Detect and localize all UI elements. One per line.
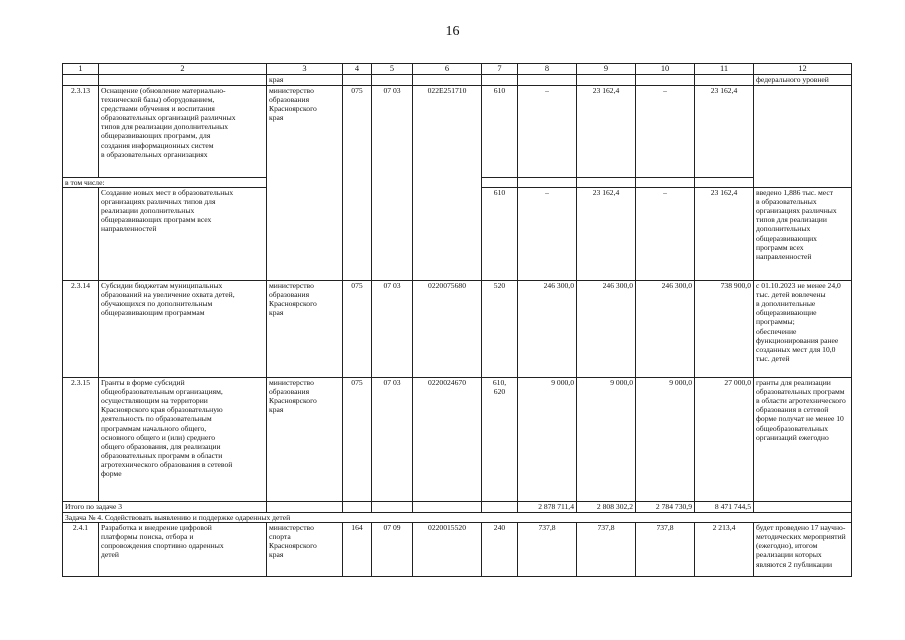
cell-year3: 246 300,0 <box>636 281 695 378</box>
cell-expense-type: 610, 620 <box>482 378 518 502</box>
table-cell <box>482 75 518 86</box>
cell-target-code: 0220075680 <box>413 281 482 378</box>
table-cell <box>343 75 372 86</box>
program-table-wrapper <box>62 63 852 577</box>
table-cell <box>99 75 267 86</box>
cell-year3: – <box>636 86 695 178</box>
cell-grbs: 075 <box>343 378 372 502</box>
cell-target-code: 0220024670 <box>413 378 482 502</box>
total-label: Итого по задаче 3 <box>63 502 267 513</box>
cell-year1: 9 000,0 <box>518 378 577 502</box>
col-header: 2 <box>99 64 267 75</box>
including-label: в том числе: <box>63 178 267 188</box>
responsible-org: министерство образования Красноярского края <box>267 281 343 378</box>
col-header: 3 <box>267 64 343 75</box>
table-row-2-3-14 <box>63 281 852 378</box>
col-header: 9 <box>577 64 636 75</box>
table-cell <box>754 178 852 188</box>
cell-grbs: 164 <box>343 523 372 577</box>
cell-section: 07 03 <box>372 378 413 502</box>
column-number-header-row <box>63 64 852 75</box>
item-name: Создание новых мест в образовательных организациях различных типов для реализации дополнительных общеразвивающих программ всех направленностей <box>99 188 267 281</box>
item-number: 2.3.14 <box>63 281 99 378</box>
table-cell <box>482 502 518 513</box>
cell-total: 738 900,0 <box>695 281 754 378</box>
table-row-sub <box>63 188 852 281</box>
col-header: 5 <box>372 64 413 75</box>
cell-year3: 737,8 <box>636 523 695 577</box>
cell-section: 07 03 <box>372 281 413 378</box>
cell-expense-type: 610 <box>482 188 518 281</box>
table-cell <box>577 75 636 86</box>
cell-section: 07 03 <box>372 86 413 178</box>
table-cell <box>372 178 413 188</box>
cell-year2: 737,8 <box>577 523 636 577</box>
total-year2: 2 808 302,2 <box>577 502 636 513</box>
task-heading: Задача № 4. Содействовать выявлению и поддержке одаренных детей <box>63 513 852 523</box>
item-name: Субсидии бюджетам муниципальных образований на увеличение охвата детей, обучающихся по дополнительным общеразвивающим программам <box>99 281 267 378</box>
table-cell <box>636 75 695 86</box>
table-cell <box>695 75 754 86</box>
page-number: 16 <box>445 24 460 39</box>
responsible-org: министерство образования Красноярского края <box>267 86 343 178</box>
table-row-2-4-1 <box>63 523 852 577</box>
table-cell: федерального уровней <box>754 75 852 86</box>
including-row <box>63 178 852 188</box>
cell-target-code: 0220015520 <box>413 523 482 577</box>
col-header: 8 <box>518 64 577 75</box>
cell-year1: 737,8 <box>518 523 577 577</box>
table-cell: края <box>267 75 343 86</box>
table-cell <box>372 75 413 86</box>
table-cell <box>636 178 695 188</box>
table-cell <box>413 188 482 281</box>
item-name: Оснащение (обновление материально- технической базы) оборудованием, средствами обучения и воспитания образовательных организаций различных типов для реализации дополнительных общеразвивающих программ, для создания информационных систем в образовательных организациях <box>99 86 267 178</box>
table-cell <box>267 188 343 281</box>
total-sum: 8 471 744,5 <box>695 502 754 513</box>
table-cell <box>518 75 577 86</box>
cell-year2: 246 300,0 <box>577 281 636 378</box>
col-header: 7 <box>482 64 518 75</box>
cell-grbs: 075 <box>343 281 372 378</box>
cell-year2: 9 000,0 <box>577 378 636 502</box>
cell-expense-type: 240 <box>482 523 518 577</box>
cell-result: с 01.10.2023 не менее 24,0 тыс. детей вовлечены в дополнительные общеразвивающие программы; обеспечение функционирования ранее созданных мест для 10,0 тыс. детей <box>754 281 852 378</box>
table-cell <box>63 75 99 86</box>
continuation-row <box>63 75 852 86</box>
cell-section: 07 09 <box>372 523 413 577</box>
cell-result: гранты для реализации образовательных программ в области агротехнического образования в сетевой форме получат не менее 10 общеобразовательных организаций ежегодно <box>754 378 852 502</box>
total-year1: 2 878 711,4 <box>518 502 577 513</box>
table-cell <box>372 502 413 513</box>
item-number: 2.3.13 <box>63 86 99 178</box>
cell-result: введено 1,886 тыс. мест в образовательных организациях различных типов для реализации дополнительных общеразвивающих программ всех направленностей <box>754 188 852 281</box>
table-cell <box>267 502 343 513</box>
table-cell <box>754 502 852 513</box>
cell-result: будет проведено 17 научно- методических мероприятий (ежегодно), итогом реализации которых являются 2 публикации <box>754 523 852 577</box>
total-year3: 2 784 730,9 <box>636 502 695 513</box>
item-number: 2.3.15 <box>63 378 99 502</box>
col-header: 6 <box>413 64 482 75</box>
item-name: Гранты в форме субсидий общеобразовательным организациям, осуществляющим на территории Красноярского края образовательную деятельность по образовательным программам начального общего, основного общего и (или) среднего общего образования, для реализации образовательных программ в области агротехнического образования в сетевой форме <box>99 378 267 502</box>
cell-year3: 9 000,0 <box>636 378 695 502</box>
item-name: Разработка и внедрение цифровой платформы поиска, отбора и сопровождения спортивно одаренных детей <box>99 523 267 577</box>
cell-target-code: 022E251710 <box>413 86 482 178</box>
cell-year3: – <box>636 188 695 281</box>
table-cell <box>413 75 482 86</box>
table-cell <box>577 178 636 188</box>
col-header: 10 <box>636 64 695 75</box>
responsible-org: министерство спорта Красноярского края <box>267 523 343 577</box>
responsible-org: министерство образования Красноярского края <box>267 378 343 502</box>
table-row-2-3-15 <box>63 378 852 502</box>
cell-year2: 23 162,4 <box>577 188 636 281</box>
cell-grbs: 075 <box>343 86 372 178</box>
table-cell <box>413 178 482 188</box>
table-cell <box>267 178 343 188</box>
cell-year1: – <box>518 86 577 178</box>
table-cell <box>695 178 754 188</box>
table-cell <box>343 502 372 513</box>
table-cell <box>482 178 518 188</box>
cell-expense-type: 520 <box>482 281 518 378</box>
cell-year1: – <box>518 188 577 281</box>
col-header: 1 <box>63 64 99 75</box>
cell-total: 27 000,0 <box>695 378 754 502</box>
table-cell <box>343 188 372 281</box>
table-cell <box>413 502 482 513</box>
table-cell <box>372 188 413 281</box>
col-header: 11 <box>695 64 754 75</box>
table-cell <box>343 178 372 188</box>
cell-total: 23 162,4 <box>695 188 754 281</box>
cell-total: 2 213,4 <box>695 523 754 577</box>
total-row-task-3 <box>63 502 852 513</box>
item-number: 2.4.1 <box>63 523 99 577</box>
table-cell <box>63 188 99 281</box>
col-header: 4 <box>343 64 372 75</box>
cell-year1: 246 300,0 <box>518 281 577 378</box>
task-4-heading-row <box>63 513 852 523</box>
col-header: 12 <box>754 64 852 75</box>
cell-total: 23 162,4 <box>695 86 754 178</box>
cell-expense-type: 610 <box>482 86 518 178</box>
cell-year2: 23 162,4 <box>577 86 636 178</box>
table-cell <box>518 178 577 188</box>
program-activities-table <box>62 63 852 577</box>
table-row-2-3-13 <box>63 86 852 178</box>
cell-result <box>754 86 852 178</box>
